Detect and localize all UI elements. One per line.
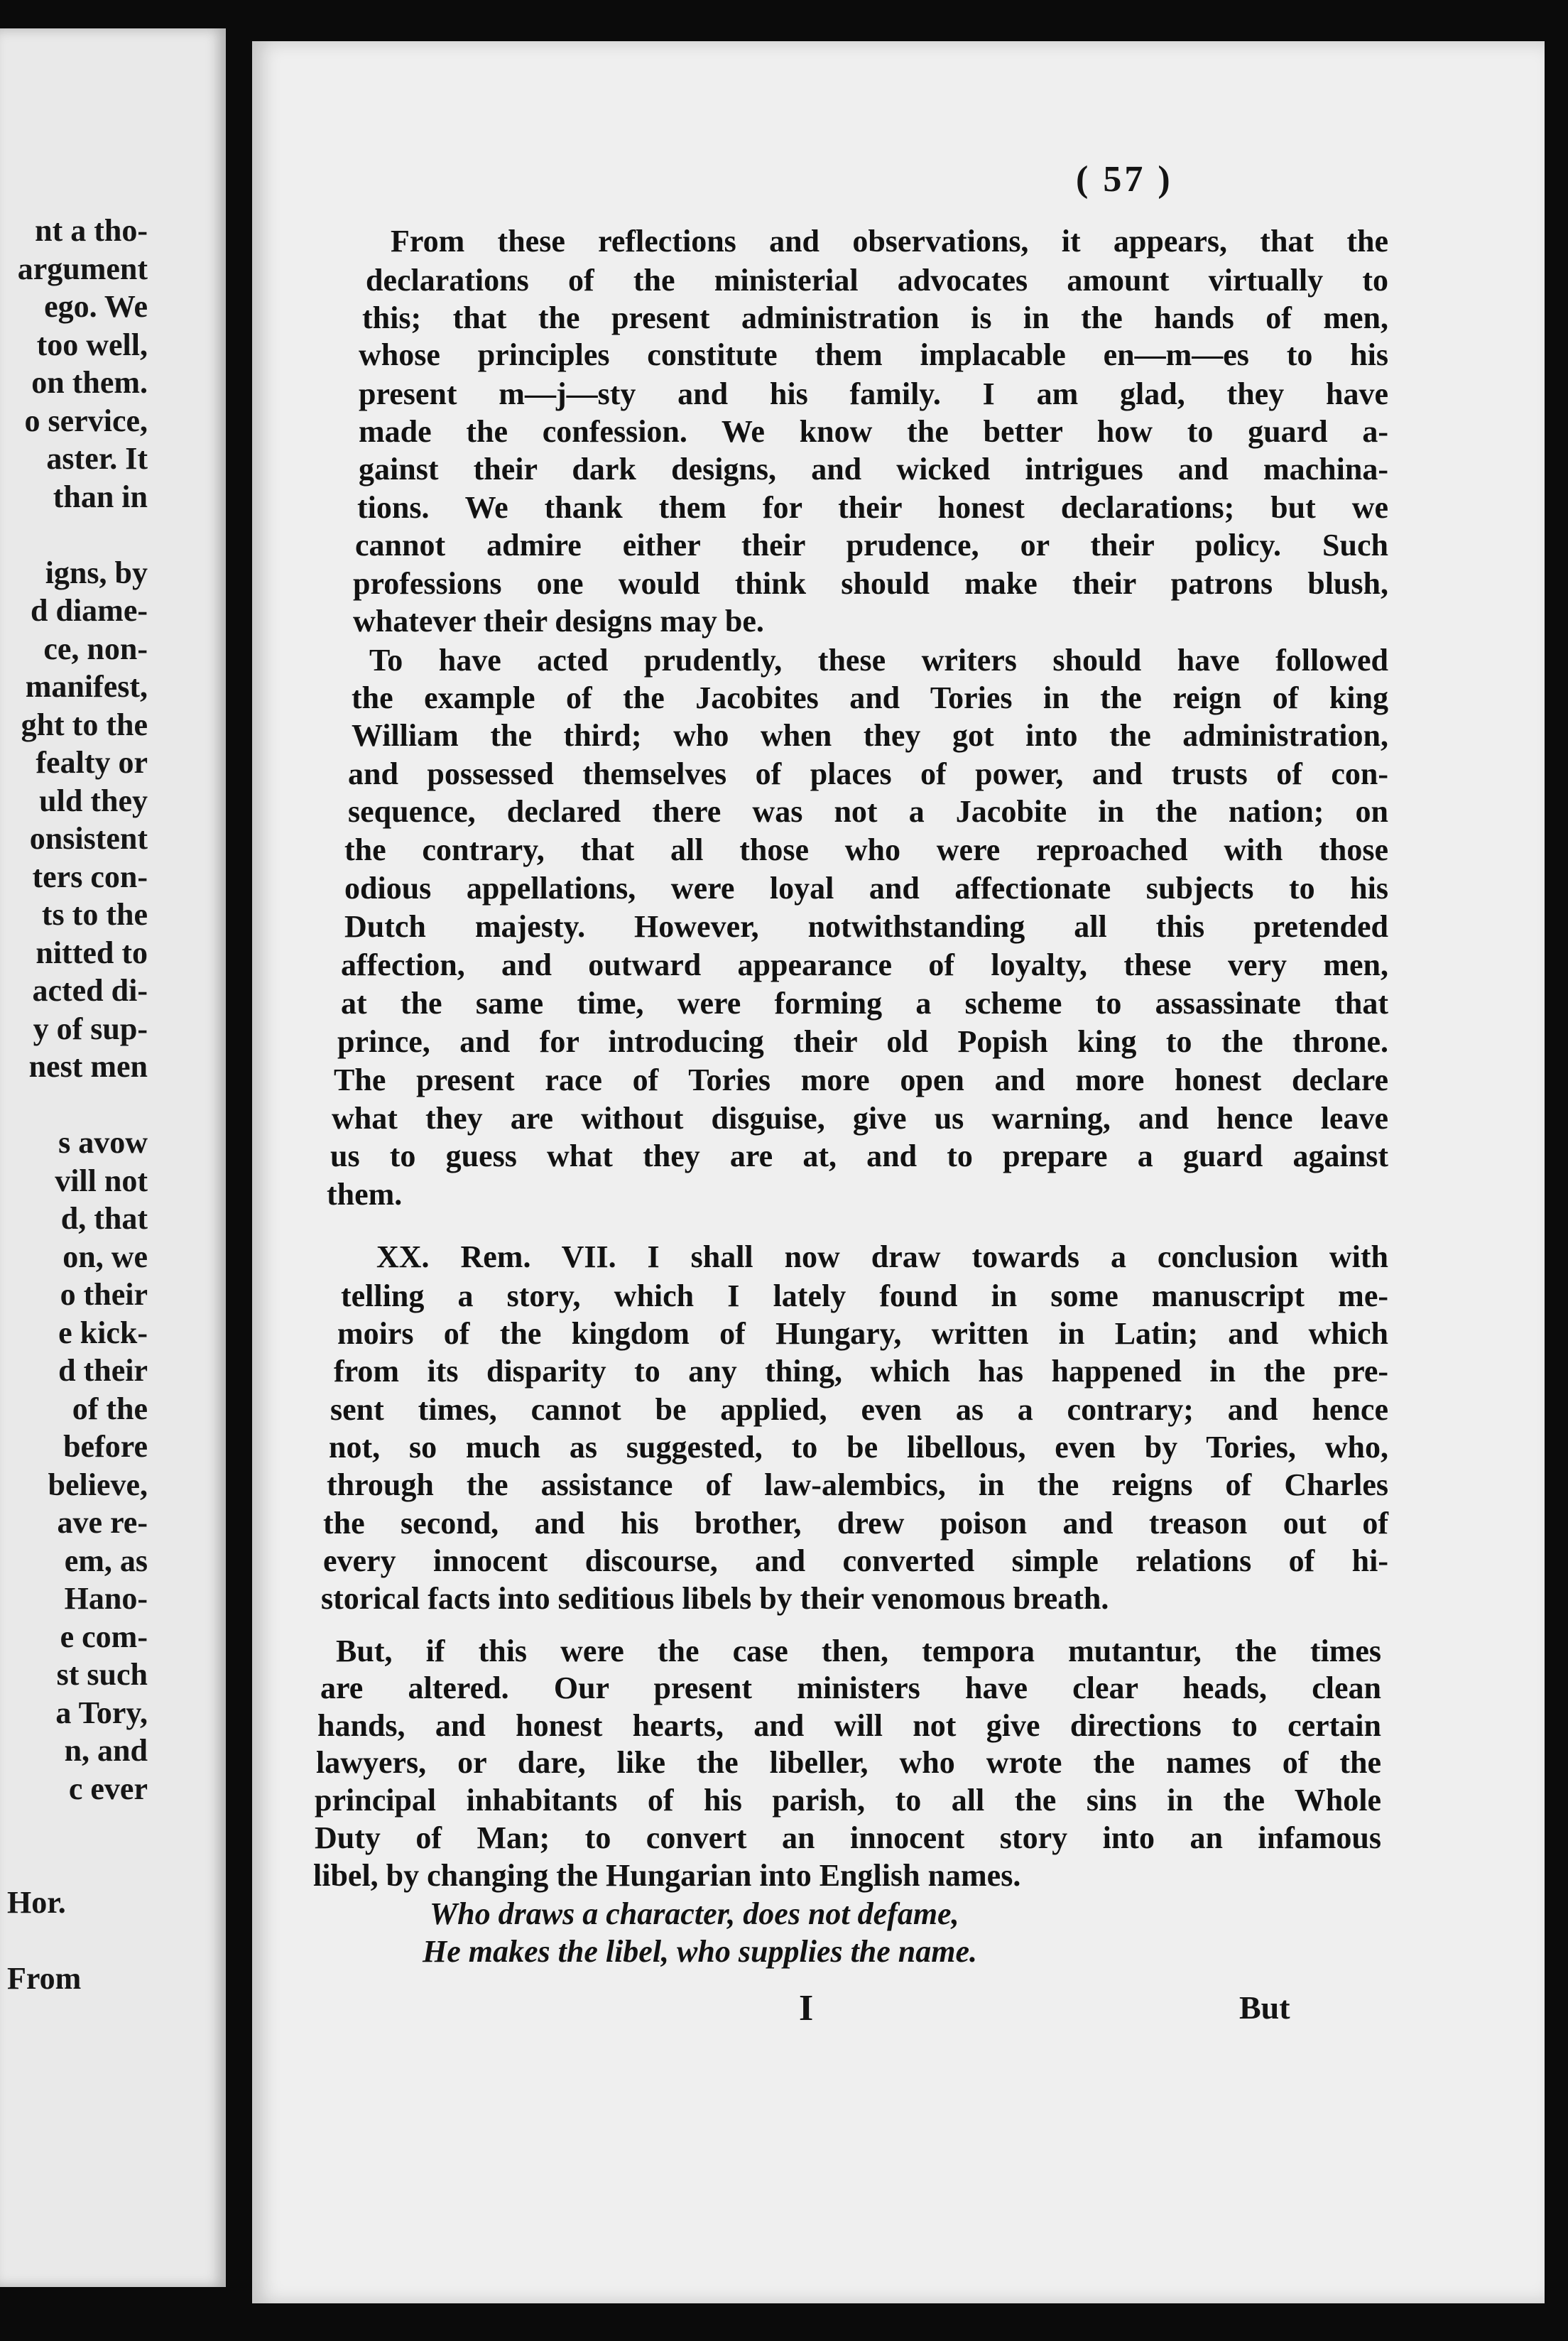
quote-line: Who draws a character, does not defame, <box>430 1896 959 1931</box>
text-line: hands, and honest hearts, and will not give directions to certain <box>317 1708 1381 1743</box>
left-page-line: fealty or <box>36 745 148 780</box>
text-line: gainst their dark designs, and wicked intrigues and machina- <box>359 452 1388 487</box>
text-line: prince, and for introducing their old Popish king to the throne. <box>337 1024 1388 1059</box>
text-line: professions one would think should make their patrons blush, <box>353 566 1388 601</box>
text-line: Dutch majesty. However, notwithstanding all this pretended <box>344 909 1388 944</box>
text-line: through the assistance of law-alembics, in the reigns of Charles <box>327 1467 1388 1502</box>
text-line: affection, and outward appearance of loyalty, these very men, <box>341 947 1388 982</box>
left-page-line: igns, by <box>45 555 148 590</box>
text-line: whose principles constitute them implacable en—m—es to his <box>359 337 1388 372</box>
left-page-line: e com- <box>60 1619 148 1654</box>
text-line: From these reflections and observations, it appears, that the <box>391 224 1388 259</box>
left-page-line: d diame- <box>31 593 148 628</box>
text-line: sent times, cannot be applied, even as a contrary; and hence <box>330 1392 1388 1427</box>
text-line: from its disparity to any thing, which has happened in the pre- <box>334 1354 1388 1389</box>
left-page-line: Hor. <box>7 1885 66 1920</box>
text-line: William the third; who when they got into the administration, <box>352 718 1388 753</box>
text-line: every innocent discourse, and converted simple relations of hi- <box>323 1543 1388 1578</box>
left-page-line: argument <box>17 251 148 286</box>
text-line: moirs of the kingdom of Hungary, written in Latin; and which <box>337 1316 1388 1351</box>
page-number: ( 57 ) <box>1076 159 1173 200</box>
text-line: not, so much as suggested, to be libellous, even by Tories, who, <box>329 1430 1388 1465</box>
left-page-line: vill not <box>55 1163 148 1198</box>
left-page-line: manifest, <box>25 669 148 704</box>
left-page-line: s avow <box>58 1125 148 1160</box>
text-line: Duty of Man; to convert an innocent story into an infamous <box>315 1820 1381 1855</box>
text-line: the example of the Jacobites and Tories in the reign of king <box>352 680 1388 715</box>
left-page-line: nt a tho- <box>35 213 148 248</box>
left-page-fragment <box>0 28 226 2287</box>
text-line: whatever their designs may be. <box>353 604 764 639</box>
text-line: at the same time, were forming a scheme to assassinate that <box>341 986 1388 1021</box>
left-page-line: n, and <box>64 1733 148 1768</box>
text-line: sequence, declared there was not a Jacobite in the nation; on <box>348 794 1388 829</box>
text-line: XX. Rem. VII. I shall now draw towards a conclusion with <box>376 1239 1388 1274</box>
text-line: are altered. Our present ministers have clear heads, clean <box>320 1671 1381 1705</box>
left-page-line: c ever <box>68 1771 148 1806</box>
left-page-line: ave re- <box>57 1505 148 1540</box>
text-line: tions. We thank them for their honest declarations; but we <box>357 490 1388 525</box>
left-page-line: d their <box>58 1353 148 1388</box>
left-page-line: st such <box>56 1657 148 1692</box>
text-line: declarations of the ministerial advocates amount virtually to <box>366 263 1388 298</box>
text-line: The present race of Tories more open and more honest declare <box>334 1063 1388 1097</box>
text-line: principal inhabitants of his parish, to all the sins in the Whole <box>315 1783 1381 1818</box>
text-line: To have acted prudently, these writers should have followed <box>369 643 1388 678</box>
left-page-line: o their <box>60 1277 148 1312</box>
text-line: odious appellations, were loyal and affectionate subjects to his <box>344 871 1388 906</box>
left-page-line: than in <box>53 479 148 514</box>
text-line: made the confession. We know the better how to guard a- <box>359 414 1388 449</box>
left-page-line: e kick- <box>58 1315 148 1350</box>
text-line: present m—j—sty and his family. I am glad, they have <box>359 376 1388 411</box>
left-page-line: Hano- <box>64 1581 148 1616</box>
left-page-line: before <box>63 1429 148 1464</box>
left-page-line: uld they <box>39 783 148 818</box>
text-line: the second, and his brother, drew poison and treason out of <box>323 1506 1388 1541</box>
left-page-line: d, that <box>60 1201 148 1236</box>
text-line: But, if this were the case then, tempora mutantur, the times <box>336 1634 1381 1668</box>
catchword: But <box>1239 1989 1290 2026</box>
text-line: the contrary, that all those who were reproached with those <box>344 832 1388 867</box>
right-page <box>252 41 1545 2303</box>
text-line: us to guess what they are at, and to prepare a guard against <box>330 1139 1388 1173</box>
left-page-line: a Tory, <box>55 1695 148 1730</box>
left-page-line: em, as <box>64 1543 148 1578</box>
text-line: telling a story, which I lately found in some manuscript me- <box>341 1278 1388 1313</box>
left-page-line: of the <box>72 1391 148 1426</box>
left-page-line: onsistent <box>29 821 148 856</box>
left-page-line: ce, non- <box>43 631 148 666</box>
text-line: them. <box>327 1177 403 1212</box>
left-page-line: believe, <box>48 1467 148 1502</box>
left-page-line: o service, <box>24 403 148 438</box>
text-line: what they are without disguise, give us warning, and hence leave <box>332 1101 1388 1136</box>
text-line: cannot admire either their prudence, or their policy. Such <box>355 528 1388 563</box>
left-page-line: y of sup- <box>33 1011 148 1046</box>
text-line: storical facts into seditious libels by their venomous breath. <box>321 1581 1109 1616</box>
left-page-line: too well, <box>36 327 148 362</box>
left-page-line: From <box>7 1961 82 1996</box>
left-page-line: ght to the <box>21 707 148 742</box>
left-page-line: ego. We <box>44 289 148 324</box>
text-line: lawyers, or dare, like the libeller, who wrote the names of the <box>316 1745 1381 1780</box>
text-line: and possessed themselves of places of power, and trusts of con- <box>348 756 1388 791</box>
left-page-line: aster. It <box>46 441 148 476</box>
text-line: libel, by changing the Hungarian into English names. <box>313 1858 1021 1893</box>
left-page-line: ts to the <box>41 897 148 932</box>
signature-mark: I <box>799 1988 814 2028</box>
left-page-line: ters con- <box>32 859 148 894</box>
left-page-line: on, we <box>62 1239 148 1274</box>
left-page-line: nitted to <box>36 935 148 970</box>
left-page-line: on them. <box>31 365 148 400</box>
quote-line: He makes the libel, who supplies the name. <box>423 1934 978 1969</box>
left-page-line: acted di- <box>32 973 148 1008</box>
text-line: this; that the present administration is in the hands of men, <box>362 300 1388 335</box>
left-page-line: nest men <box>28 1049 148 1084</box>
